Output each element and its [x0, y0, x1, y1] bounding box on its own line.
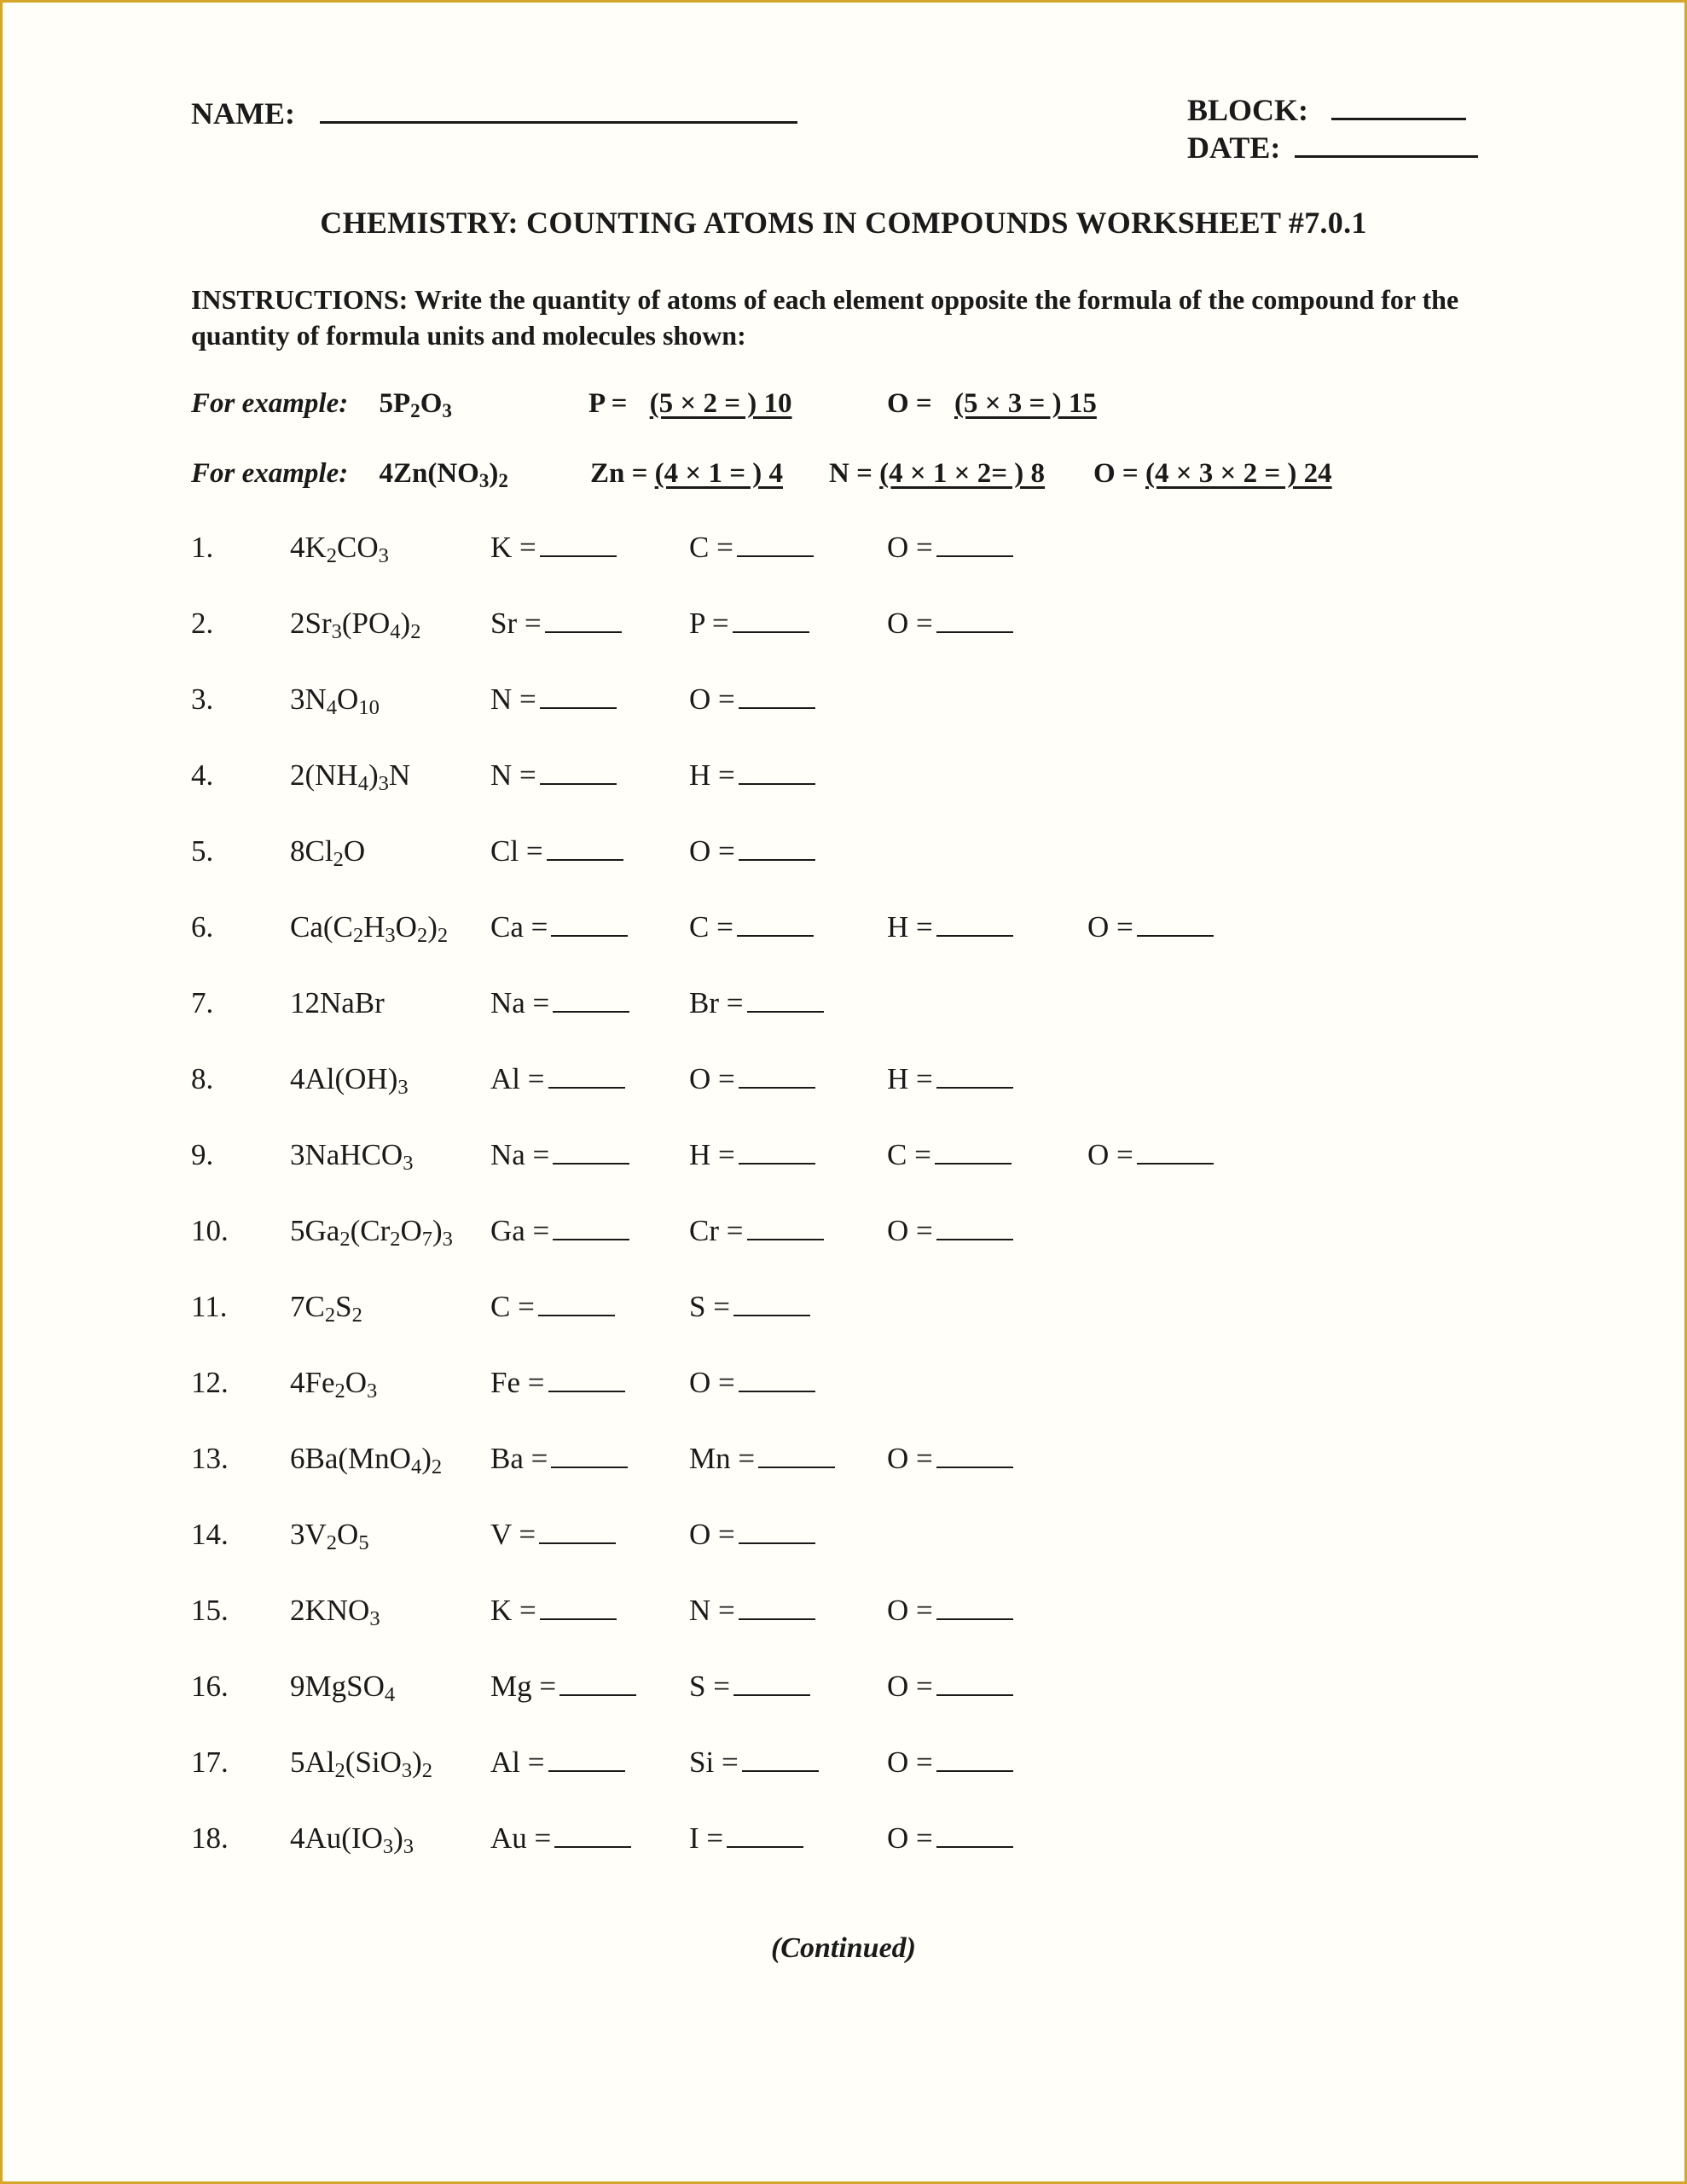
answer-blank[interactable] [727, 1822, 803, 1848]
block-input-line[interactable] [1331, 92, 1466, 120]
element-label: P = [689, 607, 729, 640]
date-field [1187, 130, 1478, 166]
problem-number: 5. [191, 834, 214, 868]
name-input-line[interactable] [320, 96, 797, 124]
answer-cell [689, 986, 824, 1020]
answer-blank[interactable] [551, 1443, 628, 1468]
answer-cell [887, 607, 1013, 641]
problem-row [0, 1594, 1687, 1645]
element-label: O = [887, 1821, 933, 1855]
example-2-part-zn [590, 458, 783, 490]
element-label: S = [689, 1670, 730, 1703]
element-label: O = [887, 1214, 933, 1247]
element-label: O = [689, 834, 735, 868]
element-label: Na = [490, 986, 550, 1019]
answer-blank[interactable] [747, 987, 824, 1013]
answer-blank[interactable] [554, 1822, 631, 1848]
problem-formula: $4Al(OH)_3$ [290, 1062, 409, 1100]
example-row-1 [191, 388, 452, 420]
answer-cell [887, 1745, 1013, 1780]
answer-blank[interactable] [739, 1139, 815, 1165]
answer-cell [490, 1518, 616, 1552]
answer-cell [689, 531, 814, 565]
worksheet-title: CHEMISTRY: COUNTING ATOMS IN COMPOUNDS WORKSHEET #7.0.1 [320, 206, 1367, 240]
answer-blank[interactable] [739, 1367, 815, 1392]
answer-blank[interactable] [739, 835, 815, 861]
answer-blank[interactable] [540, 759, 617, 785]
date-label: DATE: [1187, 131, 1281, 165]
problem-number: 3. [191, 682, 214, 716]
problem-number: 14. [191, 1518, 229, 1551]
problem-number: 2. [191, 607, 214, 640]
element-label: H = [887, 910, 933, 944]
block-field [1187, 92, 1466, 128]
instructions: INSTRUCTIONS: Write the quantity of atoms of each element opposite the formula of the compound for the quantity of formula units and molecules shown: [191, 284, 1459, 351]
answer-blank[interactable] [733, 1291, 810, 1316]
element-label: Al = [490, 1745, 545, 1779]
answer-cell [490, 1138, 629, 1172]
problem-number: 13. [191, 1442, 229, 1475]
element-label: Sr = [490, 607, 542, 640]
element-label: K = [490, 1594, 536, 1627]
answer-cell [689, 758, 815, 793]
example-answer: (5 × 3 = ) 15 [954, 388, 1097, 419]
element-label: Br = [689, 986, 744, 1019]
answer-blank[interactable] [540, 1594, 617, 1620]
problem-formula: $2(NH_4)_3N$ [290, 758, 411, 796]
problem-row [0, 910, 1687, 961]
answer-blank[interactable] [551, 911, 628, 937]
answer-blank[interactable] [739, 683, 815, 709]
problem-number: 16. [191, 1670, 229, 1703]
problem-row [0, 1290, 1687, 1341]
answer-cell [689, 1594, 815, 1628]
example-1-part-o [887, 388, 1097, 420]
example-1-part-p [588, 388, 792, 420]
answer-cell [689, 1214, 824, 1248]
problem-row [0, 758, 1687, 810]
answer-blank[interactable] [553, 987, 629, 1013]
element-label: O = [1087, 910, 1133, 944]
answer-blank[interactable] [559, 1670, 636, 1696]
example-element: N = [829, 458, 872, 489]
problem-formula: $4Fe_2O_3$ [290, 1366, 378, 1403]
element-label: N = [490, 682, 536, 716]
answer-cell [887, 1138, 1012, 1172]
element-label: O = [689, 1366, 735, 1399]
answer-blank[interactable] [936, 531, 1013, 557]
problem-row [0, 1442, 1687, 1493]
answer-cell [490, 758, 617, 793]
problem-row [0, 1518, 1687, 1569]
problem-number: 12. [191, 1366, 229, 1399]
answer-cell [490, 1290, 615, 1324]
answer-blank[interactable] [739, 1594, 815, 1620]
answer-cell [887, 1594, 1013, 1628]
answer-cell [689, 1821, 803, 1856]
element-label: Al = [490, 1062, 545, 1095]
answer-blank[interactable] [737, 531, 814, 557]
answer-blank[interactable] [547, 835, 623, 861]
answer-cell [490, 1670, 636, 1704]
problem-formula: $5Al_2(SiO_3)_2$ [290, 1745, 433, 1783]
answer-blank[interactable] [936, 1670, 1013, 1696]
answer-cell [689, 834, 815, 868]
name-field [191, 96, 797, 131]
problem-formula: $8Cl_2O$ [290, 834, 366, 872]
answer-cell [490, 1745, 625, 1780]
answer-blank[interactable] [936, 1822, 1013, 1848]
element-label: O = [887, 607, 933, 640]
element-label: Mg = [490, 1670, 557, 1703]
answer-cell [689, 607, 809, 641]
answer-cell [887, 1670, 1013, 1704]
element-label: Cr = [689, 1214, 744, 1247]
answer-blank[interactable] [739, 759, 815, 785]
answer-blank[interactable] [737, 911, 814, 937]
problem-formula: $6Ba(MnO_4)_2$ [290, 1442, 443, 1479]
problem-row [0, 1062, 1687, 1113]
answer-cell [689, 1518, 815, 1552]
answer-cell [689, 1138, 815, 1172]
example-answer: (5 × 2 = ) 10 [649, 388, 792, 419]
answer-cell [490, 682, 617, 717]
block-label: BLOCK: [1187, 93, 1309, 127]
answer-cell [887, 910, 1013, 944]
answer-blank[interactable] [936, 1063, 1013, 1089]
example-answer: (4 × 3 × 2 = ) 24 [1145, 458, 1332, 489]
answer-cell [490, 1062, 625, 1096]
problem-number: 1. [191, 531, 214, 564]
answer-blank[interactable] [936, 1443, 1013, 1468]
element-label: C = [689, 910, 733, 944]
answer-blank[interactable] [548, 1746, 625, 1772]
answer-blank[interactable] [758, 1443, 835, 1468]
example-2-part-o [1093, 458, 1332, 490]
element-label: H = [887, 1062, 933, 1095]
problem-row [0, 1214, 1687, 1265]
answer-blank[interactable] [936, 1594, 1013, 1620]
element-label: S = [689, 1290, 730, 1323]
answer-blank[interactable] [539, 1519, 616, 1544]
element-label: V = [490, 1518, 536, 1551]
answer-blank[interactable] [936, 1746, 1013, 1772]
element-label: O = [689, 682, 735, 716]
example-element: O = [1093, 458, 1139, 489]
element-label: O = [887, 1594, 933, 1627]
element-label: Ca = [490, 910, 548, 944]
answer-cell [490, 986, 629, 1020]
answer-blank[interactable] [733, 607, 809, 633]
problem-formula: $3V_2O_5$ [290, 1518, 369, 1555]
problem-number: 18. [191, 1821, 229, 1855]
example-label: For example: [191, 388, 349, 419]
element-label: Na = [490, 1138, 550, 1171]
answer-cell [490, 834, 623, 868]
answer-cell [689, 1290, 810, 1324]
continued-note: (Continued) [770, 1932, 917, 1964]
problem-formula: $Ca(C_2H_3O_2)_2$ [290, 910, 449, 948]
problem-number: 8. [191, 1062, 214, 1095]
answer-blank[interactable] [548, 1063, 625, 1089]
element-label: H = [689, 758, 735, 792]
element-label: Mn = [689, 1442, 756, 1475]
answer-blank[interactable] [1137, 1139, 1214, 1165]
element-label: C = [490, 1290, 535, 1323]
problem-row [0, 1821, 1687, 1873]
element-label: O = [1087, 1138, 1133, 1171]
element-label: Ga = [490, 1214, 550, 1247]
element-label: Ba = [490, 1442, 548, 1475]
answer-blank[interactable] [538, 1291, 615, 1316]
answer-cell [490, 910, 628, 944]
problem-row [0, 1670, 1687, 1721]
answer-blank[interactable] [739, 1063, 815, 1089]
example-element: Zn = [590, 458, 648, 489]
problem-row [0, 1138, 1687, 1189]
problem-number: 11. [191, 1290, 228, 1323]
example-formula: $5P_2O_3$ [379, 388, 452, 421]
element-label: O = [689, 1518, 735, 1551]
answer-blank[interactable] [553, 1139, 629, 1165]
answer-blank[interactable] [553, 1215, 629, 1240]
element-label: I = [689, 1821, 724, 1855]
problem-row [0, 607, 1687, 658]
answer-blank[interactable] [935, 1139, 1012, 1165]
element-label: C = [887, 1138, 931, 1171]
problem-formula: $5Ga_2(Cr_2O_7)_3$ [290, 1214, 453, 1252]
problem-number: 17. [191, 1745, 229, 1779]
problem-formula: $2KNO_3$ [290, 1594, 380, 1631]
problem-row [0, 986, 1687, 1037]
answer-cell [689, 1670, 810, 1704]
problem-formula: $7C_2S_2$ [290, 1290, 362, 1327]
answer-cell [490, 1366, 625, 1400]
example-2-part-n [829, 458, 1045, 490]
problem-number: 7. [191, 986, 214, 1019]
problem-formula: 3NaHCO$_3$ [290, 1138, 414, 1176]
answer-cell [887, 531, 1013, 565]
element-label: Si = [689, 1745, 739, 1779]
problem-formula: 12NaBr [290, 986, 385, 1019]
answer-cell [689, 1745, 819, 1780]
answer-blank[interactable] [747, 1215, 824, 1240]
answer-cell [490, 1594, 617, 1628]
answer-cell [490, 531, 617, 565]
element-label: Fe = [490, 1366, 545, 1399]
answer-blank[interactable] [540, 531, 617, 557]
element-label: C = [689, 531, 733, 564]
date-input-line[interactable] [1295, 130, 1478, 158]
answer-blank[interactable] [548, 1367, 625, 1392]
element-label: Cl = [490, 834, 543, 868]
example-label: For example: [191, 458, 349, 489]
element-label: N = [490, 758, 536, 792]
problem-row [0, 1366, 1687, 1417]
element-label: H = [689, 1138, 735, 1171]
element-label: Au = [490, 1821, 552, 1855]
element-label: O = [887, 1745, 933, 1779]
answer-cell [490, 1214, 629, 1248]
answer-blank[interactable] [540, 683, 617, 709]
answer-cell [887, 1062, 1013, 1096]
problem-row [0, 682, 1687, 734]
answer-blank[interactable] [545, 607, 622, 633]
element-label: O = [887, 531, 933, 564]
problem-formula: $4K_2CO_3$ [290, 531, 389, 568]
answer-blank[interactable] [742, 1746, 819, 1772]
element-label: N = [689, 1594, 735, 1627]
example-formula: $4Zn(NO_3)_2$ [379, 458, 508, 491]
problem-number: 6. [191, 910, 214, 944]
answer-blank[interactable] [936, 607, 1013, 633]
problem-row [0, 1745, 1687, 1797]
answer-cell [887, 1821, 1013, 1856]
example-answer: (4 × 1 = ) 4 [654, 458, 784, 489]
answer-blank[interactable] [1137, 911, 1214, 937]
problem-formula: $3N_4O_{10}$ [290, 682, 380, 720]
element-label: O = [887, 1442, 933, 1475]
answer-cell [689, 910, 814, 944]
answer-blank[interactable] [733, 1670, 810, 1696]
answer-cell [490, 607, 622, 641]
answer-cell [887, 1214, 1013, 1248]
problem-number: 4. [191, 758, 214, 792]
problem-formula: $4Au(IO_3)_3$ [290, 1821, 415, 1859]
element-label: O = [887, 1670, 933, 1703]
answer-cell [490, 1442, 628, 1476]
problem-number: 15. [191, 1594, 229, 1627]
answer-blank[interactable] [936, 1215, 1013, 1240]
problem-number: 10. [191, 1214, 229, 1247]
example-element: P = [588, 388, 628, 419]
element-label: K = [490, 531, 536, 564]
answer-cell [689, 1442, 835, 1476]
answer-cell [689, 1062, 815, 1096]
answer-blank[interactable] [739, 1519, 815, 1544]
problem-formula: 9MgSO$_4$ [290, 1670, 396, 1707]
answer-cell [689, 1366, 815, 1400]
example-element: O = [887, 388, 932, 419]
example-answer: (4 × 1 × 2= ) 8 [879, 458, 1046, 489]
problem-formula: $2Sr_3(PO_4)_2$ [290, 607, 421, 644]
problem-row [0, 834, 1687, 886]
answer-cell [1087, 1138, 1214, 1172]
answer-cell [1087, 910, 1214, 944]
example-row-2 [191, 458, 508, 490]
answer-cell [490, 1821, 631, 1856]
problem-row [0, 531, 1687, 582]
element-label: O = [689, 1062, 735, 1095]
name-label: NAME: [191, 96, 295, 131]
answer-cell [887, 1442, 1013, 1476]
answer-blank[interactable] [936, 911, 1013, 937]
problem-number: 9. [191, 1138, 214, 1171]
answer-cell [689, 682, 815, 717]
